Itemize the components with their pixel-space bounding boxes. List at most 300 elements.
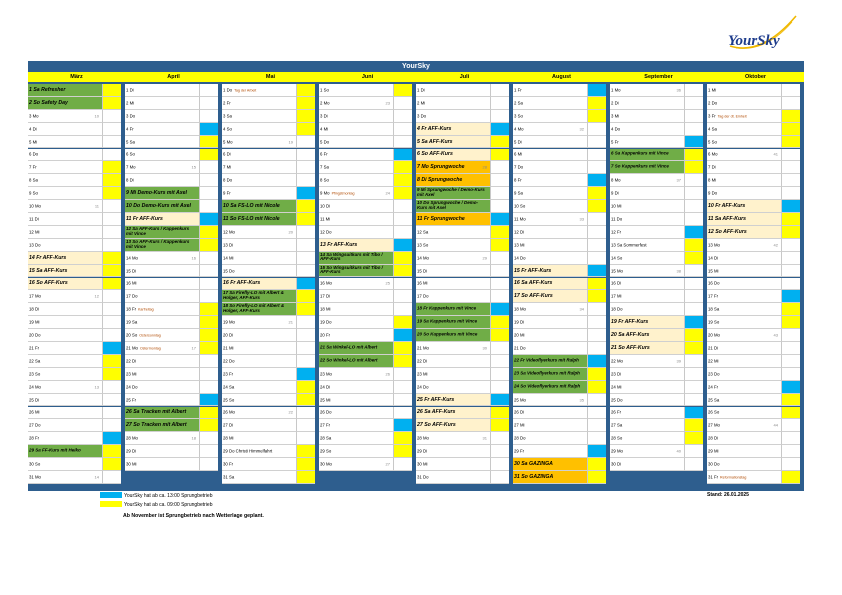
operation-indicator — [296, 342, 315, 355]
day-row — [513, 303, 610, 316]
day-cell — [319, 149, 393, 162]
day-row — [125, 419, 222, 432]
operation-indicator — [296, 290, 315, 303]
day-label: 23 Sa Videoflyerkurs mit Ralph — [514, 370, 580, 376]
day-row — [222, 278, 319, 291]
day-cell — [610, 394, 684, 407]
day-cell — [319, 329, 393, 342]
day-label: 6 Fr — [320, 151, 328, 157]
day-row — [707, 123, 804, 136]
day-label: 20 Mo — [708, 332, 720, 338]
operation-indicator — [199, 381, 218, 394]
operation-indicator — [199, 278, 218, 291]
day-cell — [319, 394, 393, 407]
day-cell — [28, 394, 102, 407]
day-cell — [125, 174, 199, 187]
day-row — [28, 97, 125, 110]
day-cell — [707, 97, 781, 110]
day-label: 12 Do — [320, 229, 332, 235]
day-label: 25 Do — [611, 397, 623, 403]
day-row — [222, 161, 319, 174]
day-row — [319, 419, 416, 432]
day-row — [222, 368, 319, 381]
week-number: 10 — [94, 113, 99, 119]
day-row — [610, 149, 707, 162]
day-label: 29 Mi — [708, 448, 719, 454]
day-cell — [319, 200, 393, 213]
day-row — [707, 290, 804, 303]
operation-indicator — [199, 394, 218, 407]
day-row — [319, 407, 416, 420]
operation-indicator — [587, 445, 606, 458]
day-label: 18 So Firefly-LO mit Albert & Holger, AFF-Kurs — [223, 303, 285, 314]
day-label: 16 Fr AFF-Kurs — [223, 280, 261, 287]
day-row — [28, 110, 125, 123]
day-label: 9 Fr — [223, 190, 231, 196]
week-number: 13 — [94, 384, 99, 390]
operation-indicator — [587, 149, 606, 162]
day-row — [416, 187, 513, 200]
day-label: 8 Mo — [611, 177, 621, 183]
day-cell — [707, 407, 781, 420]
day-cell — [416, 355, 490, 368]
day-label: 10 Mo — [29, 203, 41, 209]
day-label: 3 Do — [417, 113, 427, 119]
day-row — [125, 329, 222, 342]
day-cell — [513, 432, 587, 445]
day-row — [707, 329, 804, 342]
day-cell — [513, 97, 587, 110]
operation-indicator — [102, 316, 121, 329]
day-cell — [610, 342, 684, 355]
day-label: 27 Do — [29, 422, 41, 428]
day-cell — [319, 290, 393, 303]
day-label: 22 So Winkel-LO mit Albert — [320, 357, 378, 363]
operation-indicator — [296, 471, 315, 484]
day-cell — [222, 381, 296, 394]
day-cell — [610, 355, 684, 368]
day-cell — [610, 174, 684, 187]
operation-indicator — [490, 200, 509, 213]
operation-indicator — [102, 381, 121, 394]
operation-indicator — [102, 161, 121, 174]
day-cell — [416, 368, 490, 381]
operation-indicator — [199, 200, 218, 213]
day-row — [319, 187, 416, 200]
day-label: 23 Mi — [417, 371, 428, 377]
day-row — [28, 419, 125, 432]
day-cell — [222, 174, 296, 187]
day-cell — [707, 342, 781, 355]
operation-indicator — [393, 174, 412, 187]
day-label: 26 Mo — [223, 409, 235, 415]
day-label: 22 Mi — [708, 358, 719, 364]
day-cell — [125, 355, 199, 368]
day-cell — [222, 213, 296, 226]
week-number: 39 — [676, 358, 681, 364]
day-label: 11 Sa AFF-Kurs — [708, 215, 747, 222]
day-label: 25 Mo — [514, 397, 526, 403]
holiday-label: Pfingstmontag — [331, 191, 355, 196]
day-row — [513, 136, 610, 149]
operation-indicator — [199, 97, 218, 110]
operation-indicator — [684, 394, 703, 407]
operation-indicator — [490, 226, 509, 239]
day-cell — [513, 187, 587, 200]
week-number: 35 — [579, 397, 584, 403]
operation-indicator — [490, 381, 509, 394]
day-cell — [707, 265, 781, 278]
day-label: 7 Di — [708, 164, 716, 170]
operation-indicator — [684, 368, 703, 381]
day-label: 28 Mo — [417, 435, 429, 441]
operation-indicator — [587, 110, 606, 123]
operation-indicator — [199, 407, 218, 420]
operation-indicator — [393, 445, 412, 458]
operation-indicator — [296, 368, 315, 381]
operation-indicator — [781, 174, 800, 187]
operation-indicator — [296, 445, 315, 458]
day-cell — [319, 84, 393, 97]
operation-indicator — [296, 316, 315, 329]
day-cell — [28, 303, 102, 316]
day-label: 13 Di — [223, 242, 234, 248]
day-row — [707, 149, 804, 162]
day-row — [513, 368, 610, 381]
day-cell — [416, 278, 490, 291]
operation-indicator — [102, 213, 121, 226]
day-cell — [416, 342, 490, 355]
day-label: 5 So — [708, 139, 717, 145]
day-row — [513, 458, 610, 471]
day-cell — [513, 394, 587, 407]
day-label: 10 Do Sprungwoche / Demo-Kurs mit Axel — [417, 200, 479, 211]
day-cell — [28, 355, 102, 368]
day-row — [222, 355, 319, 368]
day-cell — [707, 316, 781, 329]
day-cell — [513, 239, 587, 252]
day-label: 14 Fr AFF-Kurs — [29, 254, 67, 261]
day-cell — [416, 419, 490, 432]
operation-indicator — [393, 342, 412, 355]
day-label: 14 Do — [514, 255, 526, 261]
day-label: 2 Mi — [417, 100, 426, 106]
day-cell — [610, 445, 684, 458]
week-number: 17 — [191, 345, 196, 351]
day-label: 26 Mi — [29, 409, 40, 415]
day-label: 3 So — [514, 113, 523, 119]
day-row — [319, 290, 416, 303]
day-label: 1 So — [320, 87, 329, 93]
day-row — [28, 149, 125, 162]
day-label: 1 Mo — [611, 87, 621, 93]
day-cell — [707, 187, 781, 200]
day-label: 4 Fr AFF-Kurs — [417, 125, 452, 132]
day-row — [319, 355, 416, 368]
day-row — [513, 290, 610, 303]
day-cell — [707, 226, 781, 239]
day-row — [707, 419, 804, 432]
day-row — [416, 458, 513, 471]
operation-indicator — [587, 136, 606, 149]
day-cell — [416, 394, 490, 407]
day-cell — [319, 432, 393, 445]
day-label: 9 Mo — [320, 190, 330, 196]
day-row — [319, 174, 416, 187]
week-number: 26 — [385, 371, 390, 377]
day-row — [416, 303, 513, 316]
operation-indicator — [490, 136, 509, 149]
operation-indicator — [781, 213, 800, 226]
day-row — [222, 458, 319, 471]
day-cell — [707, 419, 781, 432]
day-row — [319, 84, 416, 97]
operation-indicator — [490, 149, 509, 162]
day-row — [28, 355, 125, 368]
day-cell — [222, 394, 296, 407]
operation-indicator — [781, 445, 800, 458]
day-cell — [28, 123, 102, 136]
day-cell — [416, 445, 490, 458]
operation-indicator — [781, 368, 800, 381]
day-cell — [707, 84, 781, 97]
month-name: April — [125, 72, 222, 82]
operation-indicator — [199, 458, 218, 471]
day-row — [513, 110, 610, 123]
day-row — [222, 97, 319, 110]
day-row — [125, 136, 222, 149]
day-cell — [222, 226, 296, 239]
day-label: 18 Sa — [708, 306, 720, 312]
operation-indicator — [102, 458, 121, 471]
day-label: 22 Di — [417, 358, 428, 364]
operation-indicator — [490, 303, 509, 316]
operation-indicator — [684, 84, 703, 97]
day-row — [416, 174, 513, 187]
day-label: 1 Di — [417, 87, 425, 93]
operation-indicator — [393, 200, 412, 213]
month-name: Juli — [416, 72, 513, 82]
day-cell — [513, 213, 587, 226]
operation-indicator — [781, 161, 800, 174]
operation-indicator — [587, 213, 606, 226]
day-cell — [222, 97, 296, 110]
day-cell — [125, 239, 199, 252]
day-label: 20 So Kappenkurs mit Vince — [417, 331, 478, 337]
day-label: 9 Sa — [514, 190, 523, 196]
day-label: 3 Mi — [611, 113, 620, 119]
operation-indicator — [587, 419, 606, 432]
day-row — [319, 432, 416, 445]
day-label: 9 Do — [708, 190, 718, 196]
day-row — [610, 316, 707, 329]
day-cell — [610, 368, 684, 381]
day-row — [416, 329, 513, 342]
day-cell — [125, 445, 199, 458]
operation-indicator — [684, 407, 703, 420]
day-cell — [319, 368, 393, 381]
week-number: 12 — [94, 293, 99, 299]
day-row — [222, 445, 319, 458]
day-label: 30 Mi — [126, 461, 137, 467]
day-label: 27 Fr — [320, 422, 331, 428]
day-cell — [125, 290, 199, 303]
day-cell — [707, 123, 781, 136]
operation-indicator — [781, 407, 800, 420]
day-cell — [707, 303, 781, 316]
operation-indicator — [587, 355, 606, 368]
day-label: 17 Do — [417, 293, 429, 299]
operation-indicator — [587, 97, 606, 110]
operation-indicator — [296, 407, 315, 420]
operation-indicator — [684, 123, 703, 136]
operation-indicator — [102, 97, 121, 110]
operation-indicator — [781, 200, 800, 213]
week-number: 23 — [385, 100, 390, 106]
day-label: 24 Di — [320, 384, 331, 390]
day-label: 7 Mi — [223, 164, 232, 170]
day-label: 6 Do — [29, 151, 39, 157]
day-cell — [416, 432, 490, 445]
operation-indicator — [199, 290, 218, 303]
day-label: 22 Mo — [611, 358, 623, 364]
operation-indicator — [199, 187, 218, 200]
day-row — [222, 381, 319, 394]
day-label: 26 Do — [320, 409, 332, 415]
day-row — [513, 471, 610, 484]
day-label: 13 Fr AFF-Kurs — [320, 241, 358, 248]
operation-indicator — [393, 84, 412, 97]
operation-indicator — [684, 213, 703, 226]
day-row — [416, 471, 513, 484]
day-cell — [513, 290, 587, 303]
operation-indicator — [199, 342, 218, 355]
day-row — [513, 342, 610, 355]
day-label: 15 Di — [126, 268, 137, 274]
day-label: 29 Mo — [611, 448, 623, 454]
operation-indicator — [587, 303, 606, 316]
operation-indicator — [199, 252, 218, 265]
day-cell — [28, 200, 102, 213]
day-label: 13 So AFF-Kurs / Kappenkurs mit Vince — [126, 238, 190, 249]
day-row — [222, 394, 319, 407]
day-cell — [707, 174, 781, 187]
operation-indicator — [393, 329, 412, 342]
holiday-label: Karfreitag — [138, 307, 154, 312]
day-row — [28, 458, 125, 471]
day-row — [610, 419, 707, 432]
day-row — [28, 394, 125, 407]
day-cell — [222, 329, 296, 342]
day-label: 23 Mi — [126, 371, 137, 377]
operation-indicator — [102, 290, 121, 303]
day-label: 21 So AFF-Kurs — [611, 344, 650, 351]
day-cell — [610, 303, 684, 316]
day-label: 29 Di — [417, 448, 428, 454]
operation-indicator — [393, 252, 412, 265]
day-cell — [513, 265, 587, 278]
day-row — [610, 161, 707, 174]
operation-indicator — [199, 329, 218, 342]
day-label: 14 So — [611, 255, 623, 261]
operation-indicator — [587, 84, 606, 97]
day-row — [222, 316, 319, 329]
operation-indicator — [296, 278, 315, 291]
day-row — [610, 174, 707, 187]
day-cell — [513, 471, 587, 484]
day-cell — [125, 161, 199, 174]
day-row — [222, 471, 319, 484]
day-label: 8 Sa — [29, 177, 38, 183]
operation-indicator — [393, 278, 412, 291]
operation-indicator — [684, 355, 703, 368]
day-label: 10 Fr AFF-Kurs — [708, 203, 746, 210]
day-row — [707, 407, 804, 420]
day-cell — [610, 213, 684, 226]
operation-indicator — [587, 200, 606, 213]
day-row — [416, 381, 513, 394]
day-cell — [610, 432, 684, 445]
day-cell — [28, 419, 102, 432]
day-cell — [319, 174, 393, 187]
day-cell — [319, 303, 393, 316]
day-row — [125, 226, 222, 239]
day-label: 5 Do — [320, 139, 330, 145]
day-row — [610, 252, 707, 265]
day-row — [125, 239, 222, 252]
operation-indicator — [490, 290, 509, 303]
operation-indicator — [296, 432, 315, 445]
day-cell — [28, 445, 102, 458]
day-row — [707, 97, 804, 110]
week-number: 33 — [579, 216, 584, 222]
day-cell — [319, 265, 393, 278]
day-row — [319, 149, 416, 162]
week-number: 27 — [385, 461, 390, 467]
day-cell — [513, 355, 587, 368]
day-cell — [610, 419, 684, 432]
day-label: 3 Fr — [708, 113, 716, 119]
day-row — [319, 136, 416, 149]
operation-indicator — [684, 303, 703, 316]
day-cell — [28, 368, 102, 381]
day-cell — [222, 316, 296, 329]
operation-indicator — [490, 213, 509, 226]
day-cell — [28, 265, 102, 278]
day-label: 8 So — [320, 177, 329, 183]
legend-cyan-swatch — [100, 492, 122, 498]
day-cell — [319, 226, 393, 239]
operation-indicator — [393, 290, 412, 303]
operation-indicator — [781, 136, 800, 149]
operation-indicator — [781, 394, 800, 407]
operation-indicator — [393, 419, 412, 432]
day-cell — [610, 239, 684, 252]
day-cell — [222, 84, 296, 97]
operation-indicator — [102, 174, 121, 187]
week-number: 32 — [579, 126, 584, 132]
day-cell — [707, 200, 781, 213]
day-cell — [513, 136, 587, 149]
day-label: 28 Fr — [29, 435, 40, 441]
operation-indicator — [102, 355, 121, 368]
operation-indicator — [199, 265, 218, 278]
day-row — [610, 303, 707, 316]
schedule-note: Ab November ist Sprungbetrieb nach Wetterlage geplant. — [123, 513, 264, 519]
operation-indicator — [684, 97, 703, 110]
operation-indicator — [199, 161, 218, 174]
day-row — [222, 252, 319, 265]
